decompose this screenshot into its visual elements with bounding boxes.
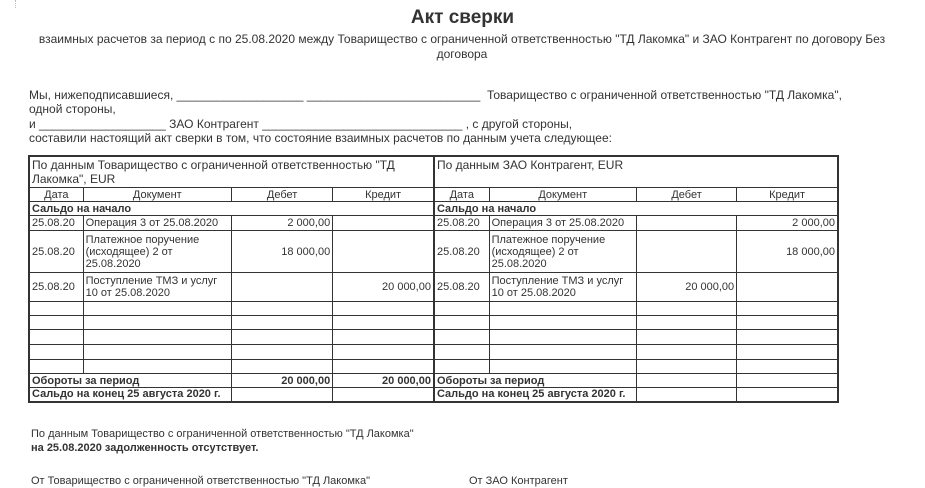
intro-line-1: Мы, нижеподписавшиеся, ___________________ __________________________ Товарищество с ограниченной ответственностью "ТД Лакомка", [29, 88, 842, 102]
opening-balance-left: Сальдо на начало [29, 202, 434, 216]
row-document: Операция 3 от 25.08.2020 [489, 216, 636, 231]
row-debit: 18 000,00 [231, 231, 332, 273]
row-document: Платежное поручение (исходящее) 2 от 25.08.2020 [83, 231, 231, 273]
table-row [29, 231, 838, 273]
row-document: Операция 3 от 25.08.2020 [83, 216, 231, 231]
row-debit: 20 000,00 [636, 273, 736, 302]
row-date: 25.08.20 [29, 231, 83, 273]
left-party-header: По данным Товарищество с ограниченной ответственностью "ТД Лакомка", EUR [29, 156, 434, 188]
turnover-label-left: Обороты за период [29, 374, 231, 388]
row-document: Платежное поручение (исходящее) 2 от 25.08.2020 [489, 231, 636, 273]
turnover-label-right: Обороты за период [434, 374, 636, 388]
row-document: Поступление ТМЗ и услуг 10 от 25.08.2020 [489, 273, 636, 302]
col-debit-right: Дебет [636, 188, 736, 202]
closing-debit-right [636, 388, 736, 402]
col-date-right: Дата [434, 188, 489, 202]
closing-label-left: Сальдо на конец 25 августа 2020 г. [29, 388, 231, 402]
table-row [29, 216, 838, 231]
row-credit: 18 000,00 [737, 231, 838, 273]
empty-row [29, 302, 838, 316]
document-subtitle: взаимных расчетов за период с по 25.08.2020 между Товарищество с ограниченной ответственностью "ТД Лакомка" и ЗАО Контрагент по договору Без договора [38, 32, 886, 61]
row-debit: 2 000,00 [231, 216, 332, 231]
turnover-credit-left: 20 000,00 [333, 374, 434, 388]
footer-statement-line-1: По данным Товарищество с ограниченной ответственностью "ТД Лакомка" [31, 428, 414, 440]
row-date: 25.08.20 [434, 231, 489, 273]
col-date-left: Дата [29, 188, 83, 202]
col-credit-right: Кредит [737, 188, 838, 202]
col-credit-left: Кредит [333, 188, 434, 202]
intro-line-4: составили настоящий акт сверки в том, что состояние взаимных расчетов по данным учета следующее: [29, 131, 612, 145]
intro-line-2: одной стороны, [29, 102, 116, 116]
row-date: 25.08.20 [29, 273, 83, 302]
intro-line-3: и ___________________ ЗАО Контрагент ______________________________ , с другой стороны, [29, 117, 573, 131]
row-date: 25.08.20 [434, 216, 489, 231]
row-credit [333, 231, 434, 273]
signature-left-label: От Товарищество с ограниченной ответственностью "ТД Лакомка" [31, 475, 370, 487]
row-debit [636, 216, 736, 231]
table-column-header-row [29, 188, 838, 202]
document-title: Акт сверки [410, 7, 515, 28]
turnover-credit-right [737, 374, 838, 388]
empty-row [29, 316, 838, 330]
col-doc-right: Документ [489, 188, 636, 202]
row-credit: 2 000,00 [737, 216, 838, 231]
row-credit: 20 000,00 [333, 273, 434, 302]
col-debit-left: Дебет [231, 188, 332, 202]
turnover-debit-left: 20 000,00 [231, 374, 332, 388]
col-doc-left: Документ [83, 188, 231, 202]
closing-balance-row [29, 388, 838, 402]
empty-row [29, 360, 838, 374]
reconciliation-table [28, 155, 839, 403]
turnover-debit-right [636, 374, 736, 388]
turnover-row [29, 374, 838, 388]
empty-row [29, 345, 838, 360]
opening-balance-row [29, 202, 838, 216]
row-date: 25.08.20 [29, 216, 83, 231]
opening-balance-right: Сальдо на начало [434, 202, 838, 216]
closing-label-right: Сальдо на конец 25 августа 2020 г. [434, 388, 636, 402]
row-document: Поступление ТМЗ и услуг 10 от 25.08.2020 [83, 273, 231, 302]
signature-right-label: От ЗАО Контрагент [469, 475, 568, 487]
footer-statement-line-2: на 25.08.2020 задолженность отсутствует. [31, 442, 259, 454]
row-credit [333, 216, 434, 231]
row-date: 25.08.20 [434, 273, 489, 302]
right-party-header: По данным ЗАО Контрагент, EUR [434, 156, 838, 188]
closing-credit-left [333, 388, 434, 402]
closing-credit-right [737, 388, 838, 402]
table-party-header-row [29, 156, 838, 188]
empty-row [29, 330, 838, 345]
row-credit [737, 273, 838, 302]
row-debit [636, 231, 736, 273]
row-debit [231, 273, 332, 302]
table-row [29, 273, 838, 302]
closing-debit-left [231, 388, 332, 402]
